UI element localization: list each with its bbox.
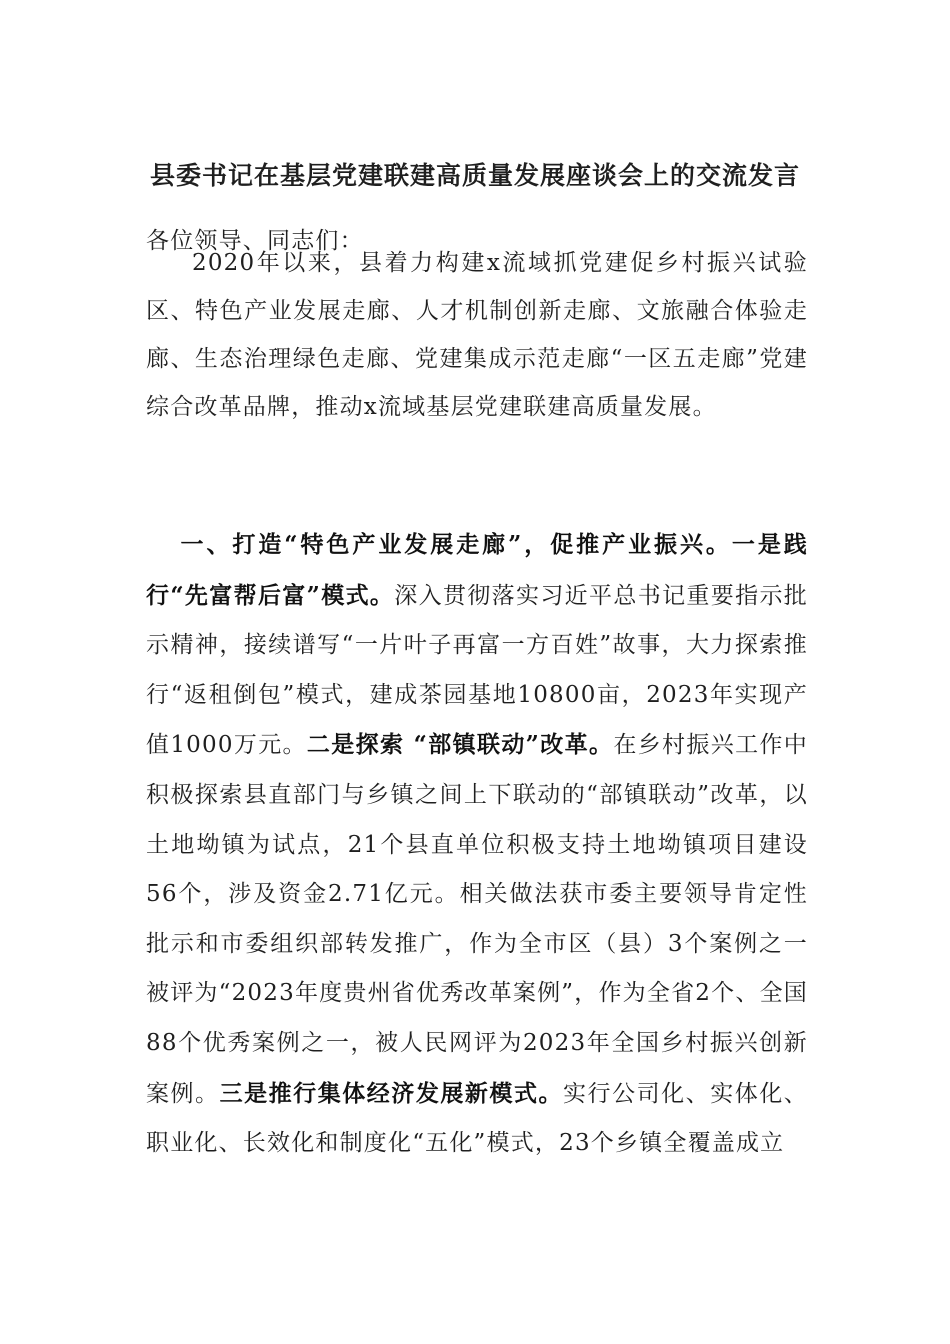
point-1-title: 一是践行“先富帮后富”模式。 xyxy=(146,531,808,609)
point-3-text: 实行公司化、实体化、职业化、长效化和制度化“五化”模式，23个乡镇全覆盖成立 xyxy=(146,1080,808,1157)
point-3-title: 三是推行集体经济发展新模式。 xyxy=(219,1079,564,1107)
point-1-text: 深入贯彻落实习近平总书记重要指示批示精神，接续谱写“一片叶子再富一方百姓”故事，大力探索推行“返租倒包”模式，建成茶园基地10800亩，2023年实现产值1000万元。 xyxy=(146,582,808,759)
point-2-text: 在乡村振兴工作中积极探索县直部门与乡镇之间上下联动的“部镇联动”改革，以土地坳镇为试点，21个县直单位积极支持土地坳镇项目建设56个，涉及资金2.71亿元。相关做法获市委主要领导肯定性批示和市委组织部转发推广，作为全市区（县）3个案例之一被评为“2023年度贵州省优秀改革案例”，作为全省2个、全国88个优秀案例之一，被人民网评为2023年全国乡村振兴创新案例。 xyxy=(146,732,808,1107)
document-title: 县委书记在基层党建联建高质量发展座谈会上的交流发言 xyxy=(149,161,800,190)
point-2-title: 二是探索 “部镇联动”改革。 xyxy=(306,731,614,759)
salutation: 各位领导、同志们： xyxy=(146,228,364,254)
section-1-paragraph xyxy=(146,520,808,1169)
section-1-heading: 一、打造“特色产业发展走廊”，促推产业振兴。 xyxy=(180,531,732,558)
intro-paragraph: 2020年以来，县着力构建x流域抓党建促乡村振兴试验区、特色产业发展走廊、人才机制创新走廊、文旅融合体验走廊、生态治理绿色走廊、党建集成示范走廊“一区五走廊”党建综合改革品牌，推动x流域基层党建联建高质量发展。 xyxy=(146,250,808,420)
